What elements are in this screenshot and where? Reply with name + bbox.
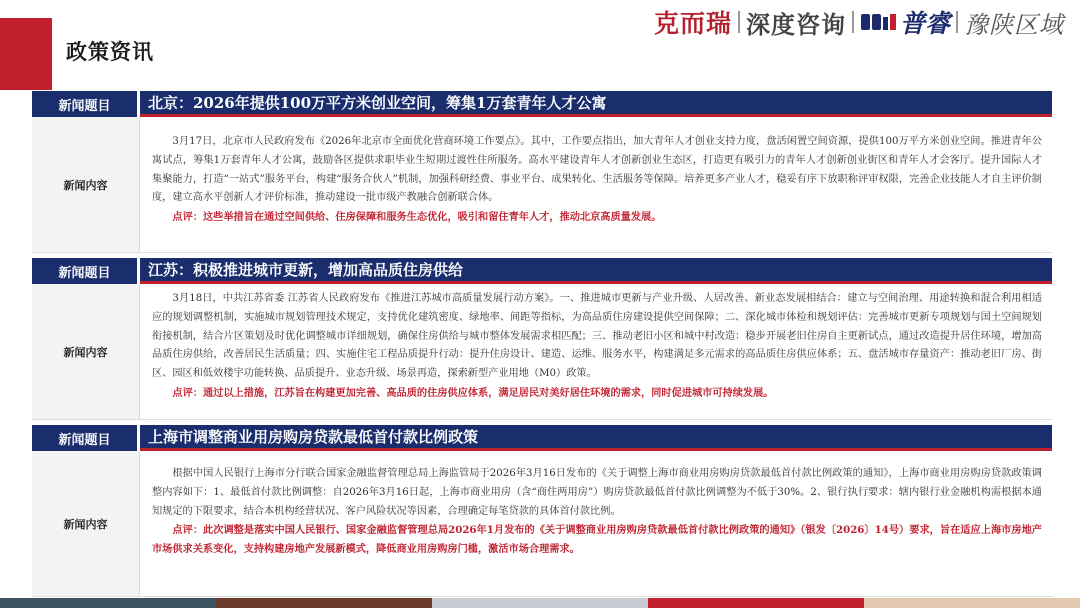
footer-bar (0, 598, 216, 608)
news-title-label: 新闻题目 (32, 258, 140, 284)
news-title-row (32, 91, 1052, 117)
footer-color-bars (0, 598, 1080, 608)
footer-bar (864, 598, 1080, 608)
footer-bar (432, 598, 648, 608)
news-content-label: 新闻内容 (32, 451, 140, 596)
news-body-text: 3月17日，北京市人民政府发布《2026年北京市全面优化营商环境工作要点》。其中，工作要点指出，加大青年人才创业支持力度，盘活闲置空间资源，提供100万平方米创业空间。推进青年公寓试点，筹集1万套青年人才公寓，鼓励各区提供求职毕业生短期过渡性住所服务。高水平建设青年人才创新创业生态区，打造更有吸引力的青年人才创新创业街区和青年人才会客厅。提升国际人才集聚能力，打造“一站式”服务平台，构建“服务合伙人”机制，加强科研经费、事业平台、成果转化、生活服务等保障。培养更多产业人才，稳妥有序下放职称评审权限，完善企业技能人才自主评价制度，建立高水平创新人才评价标准，推动建设一批市级产教融合创新联合体。 (152, 136, 1042, 204)
news-title: 北京：2026年提供100万平方米创业空间，筹集1万套青年人才公寓 (140, 91, 1052, 117)
news-content-label: 新闻内容 (32, 284, 140, 419)
brand-header (654, 6, 1064, 38)
news-content (140, 284, 1052, 419)
news-content-row (32, 117, 1052, 253)
red-accent-block (0, 18, 52, 90)
news-section-shanghai (32, 425, 1052, 597)
news-body-text: 3月18日，中共江苏省委 江苏省人民政府发布《推进江苏城市高质量发展行动方案》。一、推进城市更新与产业升级、人居改善、新业态发展相结合：建立与空间治理、用途转换和混合利用相适应的规划调整机制，实施城市规划管理技术规定，支持优化建筑密度、绿地率、间距等指标，为高品质住房建设提供空间保障；二、深化城市体检和规划评估：完善城市更新专项规划与国土空间规划衔接机制，结合片区策划及时优化调整城市详细规划，确保住房供给与城市整体发展需求相匹配；三、推动老旧小区和城中村改造：稳步开展老旧住房自主更新试点，通过改造提升居住环境，增加高品质住房供给，改善居民生活质量；四、实施住宅工程品质提升行动：提升住房设计、建造、运维、服务水平，构建满足多元需求的高品质住房供应体系；五、盘活城市存量资产：推动老旧厂房、街区、园区和低效楼宇功能转换、品质提升、业态升级、场景再造，探索新型产业用地（M0）政策。 (152, 293, 1042, 380)
news-content (140, 451, 1052, 596)
news-title-label: 新闻题目 (32, 425, 140, 451)
news-title: 上海市调整商业用房购房贷款最低首付款比例政策 (140, 425, 1052, 451)
news-title-row (32, 425, 1052, 451)
brand-deep-consulting: 深度咨询 (745, 10, 846, 39)
news-content-row (32, 284, 1052, 420)
news-body-text: 根据中国人民银行上海市分行联合国家金融监督管理总局上海监管局于2026年3月16日发布的《关于调整上海市商业用房购房贷款最低首付款比例政策的通知》，上海市商业用房购房贷款政策调整内容如下：1、最低首付款比例调整：自2026年3月16日起，上海市商业用房（含“商住两用房”）购房贷款最低首付款比例调整为不低于30%。2、银行执行要求：辖内银行业金融机构需根据本通知规定的下限要求，结合本机构经营状况、客户风险状况等因素，合理确定每笔贷款的具体首付款比例。 (152, 468, 1042, 517)
brand-region: 豫陕区域 (964, 10, 1064, 39)
news-title: 江苏：积极推进城市更新，增加高品质住房供给 (140, 258, 1052, 284)
brand-cricc: 克而瑞 (653, 9, 732, 38)
footer-bar (648, 598, 864, 608)
news-comment: 点评：这些举措旨在通过空间供给、住房保障和服务生态优化，吸引和留住青年人才，推动北京高质量发展。 (172, 211, 662, 224)
footer-bar (216, 598, 432, 608)
brand-divider (956, 11, 958, 33)
news-content-row (32, 451, 1052, 597)
page-title: 政策资讯 (66, 39, 154, 64)
news-content (140, 117, 1052, 252)
news-title-label: 新闻题目 (32, 91, 140, 117)
brand-puhui: 普睿 (899, 9, 950, 38)
news-section-jiangsu (32, 258, 1052, 420)
news-title-row (32, 258, 1052, 284)
news-content-label: 新闻内容 (32, 117, 140, 252)
brand-divider (738, 11, 740, 33)
news-section-beijing (32, 91, 1052, 253)
puhui-logo-icon (860, 11, 898, 33)
brand-divider (852, 11, 854, 33)
news-comment: 点评：此次调整是落实中国人民银行、国家金融监督管理总局2026年1月发布的《关于调整商业用房购房贷款最低首付款比例政策的通知》（银发〔2026〕14号）要求，旨在适应上海市房地产市场供求关系变化，支持构建房地产发展新模式，降低商业用房购房门槛，激活市场合理需求。 (152, 524, 1042, 556)
news-comment: 点评：通过以上措施，江苏旨在构建更加完善、高品质的住房供应体系，满足居民对美好居住环境的需求，同时促进城市可持续发展。 (172, 386, 774, 399)
